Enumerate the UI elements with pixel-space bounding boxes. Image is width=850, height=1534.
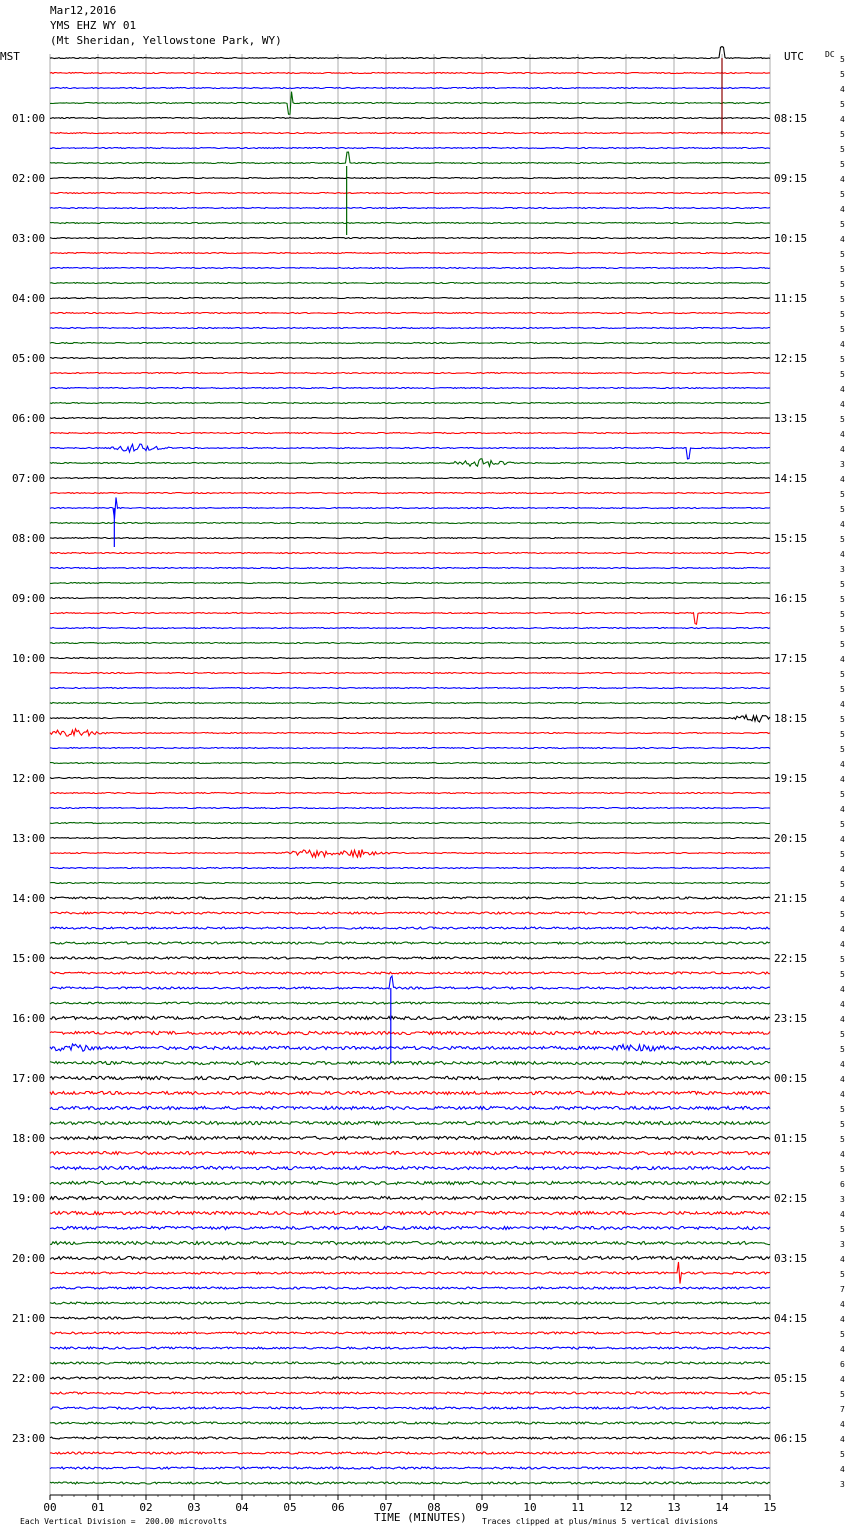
dc-offset-label: 4 [840, 1315, 845, 1324]
seismic-trace [50, 1076, 770, 1079]
utc-hour-label: 11:15 [774, 292, 808, 305]
dc-offset-label: 4 [840, 1060, 845, 1069]
seismic-trace [50, 73, 770, 74]
dc-offset-label: 5 [840, 820, 845, 829]
dc-offset-label: 5 [840, 580, 845, 589]
dc-offset-label: 5 [840, 190, 845, 199]
dc-offset-label: 4 [840, 1015, 845, 1024]
utc-hour-label: 14:15 [774, 472, 808, 485]
dc-offset-label: 4 [840, 1435, 845, 1444]
x-tick-label: 01 [91, 1501, 105, 1514]
mst-hour-label: 06:00 [12, 412, 46, 425]
utc-hour-label: 15:15 [774, 532, 808, 545]
dc-offset-label: 5 [840, 535, 845, 544]
seismic-trace [50, 493, 770, 494]
x-tick-label: 02 [139, 1501, 153, 1514]
seismic-trace [50, 598, 770, 599]
seismic-trace [50, 1377, 770, 1379]
seismic-trace [50, 1332, 770, 1334]
dc-offset-label: 4 [840, 205, 845, 214]
dc-offset-label: 5 [840, 1270, 845, 1279]
seismic-trace [50, 1016, 770, 1019]
utc-hour-label: 13:15 [774, 412, 808, 425]
dc-offset-label: 4 [840, 1075, 845, 1084]
right-axis-title: UTC [784, 50, 804, 63]
x-tick-label: 07 [379, 1501, 393, 1514]
seismic-trace [50, 583, 770, 584]
seismic-trace [50, 1392, 770, 1394]
seismic-trace [50, 1181, 770, 1184]
seismic-trace [50, 1091, 770, 1094]
seismic-trace [50, 133, 770, 134]
utc-hour-label: 08:15 [774, 112, 808, 125]
dc-offset-label: 5 [840, 955, 845, 964]
seismic-trace [50, 459, 770, 467]
x-tick-label: 15 [763, 1501, 777, 1514]
dc-offset-label: 4 [840, 895, 845, 904]
mst-hour-label: 15:00 [12, 952, 46, 965]
left-axis-title: MST [0, 50, 20, 63]
dc-offset-label: 4 [840, 1465, 845, 1474]
mst-hour-label: 21:00 [12, 1312, 46, 1325]
utc-hour-label: 12:15 [774, 352, 808, 365]
seismic-trace [50, 1256, 770, 1259]
dc-offset-label: 3 [840, 1480, 845, 1489]
mst-hour-label: 20:00 [12, 1252, 46, 1265]
mst-hour-label: 12:00 [12, 772, 46, 785]
mst-hour-label: 07:00 [12, 472, 46, 485]
dc-offset-label: 5 [840, 1330, 845, 1339]
seismic-trace [50, 47, 770, 59]
utc-hour-label: 00:15 [774, 1072, 808, 1085]
dc-offset-label: 5 [840, 415, 845, 424]
seismic-trace [50, 1482, 770, 1484]
utc-hour-label: 18:15 [774, 712, 808, 725]
dc-offset-label: 4 [840, 760, 845, 769]
mst-hour-label: 14:00 [12, 892, 46, 905]
utc-hour-label: 05:15 [774, 1372, 808, 1385]
dc-offset-label: 5 [840, 745, 845, 754]
x-axis-title: TIME (MINUTES) [374, 1511, 467, 1524]
seismic-trace [50, 444, 770, 459]
dc-offset-label: 7 [840, 1285, 845, 1294]
seismic-trace [50, 912, 770, 914]
seismic-trace [50, 1317, 770, 1319]
seismic-trace [50, 673, 770, 674]
utc-hour-label: 17:15 [774, 652, 808, 665]
dc-offset-label: 3 [840, 1195, 845, 1204]
dc-offset-label: 5 [840, 100, 845, 109]
seismic-trace [50, 927, 770, 929]
utc-hour-label: 23:15 [774, 1012, 808, 1025]
seismic-trace [50, 778, 770, 779]
dc-offset-label: 5 [840, 1030, 845, 1039]
seismic-trace [50, 1262, 770, 1284]
mst-hour-label: 08:00 [12, 532, 46, 545]
dc-offset-label: 7 [840, 1405, 845, 1414]
utc-hour-label: 01:15 [774, 1132, 808, 1145]
seismic-trace [50, 838, 770, 839]
dc-offset-label: 4 [840, 940, 845, 949]
dc-offset-label: 3 [840, 460, 845, 469]
mst-hour-label: 05:00 [12, 352, 46, 365]
dc-offset-label: 4 [840, 85, 845, 94]
dc-offset-label: 4 [840, 1255, 845, 1264]
x-tick-label: 04 [235, 1501, 249, 1514]
dc-offset-label: 5 [840, 670, 845, 679]
seismic-trace [50, 1362, 770, 1364]
mst-hour-label: 02:00 [12, 172, 46, 185]
seismic-trace [50, 643, 770, 644]
seismic-trace [50, 328, 770, 329]
dc-offset-label: 4 [840, 550, 845, 559]
seismic-trace [50, 1106, 770, 1109]
dc-offset-label: 4 [840, 1300, 845, 1309]
dc-offset-label: 4 [840, 175, 845, 184]
utc-hour-label: 19:15 [774, 772, 808, 785]
chart-date: Mar12,2016 [50, 4, 117, 17]
dc-offset-label: 4 [840, 1000, 845, 1009]
dc-offset-label: 5 [840, 1165, 845, 1174]
dc-offset-label: 4 [840, 655, 845, 664]
seismic-trace [50, 976, 770, 989]
mst-hour-label: 03:00 [12, 232, 46, 245]
dc-offset-label: 4 [840, 340, 845, 349]
dc-offset-label: 5 [840, 610, 845, 619]
x-tick-label: 06 [331, 1501, 345, 1514]
x-tick-label: 11 [571, 1501, 585, 1514]
x-tick-label: 00 [43, 1501, 57, 1514]
dc-offset-label: 5 [840, 220, 845, 229]
dc-offset-label: 5 [840, 730, 845, 739]
dc-offset-label: 5 [840, 265, 845, 274]
seismic-trace [50, 850, 770, 858]
x-tick-label: 13 [667, 1501, 681, 1514]
seismic-trace [50, 1452, 770, 1454]
dc-offset-label: 4 [840, 985, 845, 994]
seismic-trace [50, 152, 770, 163]
seismic-trace [50, 748, 770, 749]
seismic-trace [50, 1226, 770, 1229]
seismic-trace [50, 538, 770, 539]
dc-offset-label: 6 [840, 1360, 845, 1369]
dc-offset-label: 4 [840, 775, 845, 784]
seismic-trace [50, 403, 770, 404]
dc-offset-label: 5 [840, 370, 845, 379]
x-tick-label: 14 [715, 1501, 729, 1514]
seismic-trace [50, 957, 770, 959]
utc-hour-label: 09:15 [774, 172, 808, 185]
x-tick-label: 05 [283, 1501, 297, 1514]
seismic-trace [50, 1302, 770, 1304]
seismic-trace [50, 1031, 770, 1034]
mst-hour-label: 19:00 [12, 1192, 46, 1205]
dc-offset-label: 4 [840, 115, 845, 124]
x-tick-label: 09 [475, 1501, 489, 1514]
dc-offset-label: 5 [840, 250, 845, 259]
mst-hour-label: 11:00 [12, 712, 46, 725]
dc-offset-label: 4 [840, 400, 845, 409]
dc-offset-label: 4 [840, 445, 845, 454]
dc-offset-label: 4 [840, 1210, 845, 1219]
seismic-trace [50, 1407, 770, 1409]
seismic-trace [50, 238, 770, 239]
seismic-trace [50, 497, 770, 519]
seismic-trace [50, 1002, 770, 1004]
dc-offset-label: 5 [840, 640, 845, 649]
dc-offset-label: 5 [840, 685, 845, 694]
seismic-trace [50, 1241, 770, 1244]
seismic-trace [50, 478, 770, 479]
seismic-trace [50, 942, 770, 944]
dc-offset-label: 5 [840, 130, 845, 139]
seismic-trace [50, 688, 770, 689]
seismic-trace [50, 283, 770, 284]
dc-offset-label: 4 [840, 385, 845, 394]
dc-offset-label: 5 [840, 850, 845, 859]
seismic-trace [50, 88, 770, 89]
utc-hour-label: 02:15 [774, 1192, 808, 1205]
seismic-trace [50, 1287, 770, 1289]
dc-offset-label: 5 [840, 880, 845, 889]
dc-offset-label: 5 [840, 1120, 845, 1129]
dc-offset-label: 5 [840, 295, 845, 304]
seismic-trace [50, 433, 770, 434]
station-location: (Mt Sheridan, Yellowstone Park, WY) [50, 34, 282, 47]
mst-hour-label: 17:00 [12, 1072, 46, 1085]
seismic-trace [50, 193, 770, 194]
scale-note: Each Vertical Division = 200.00 microvolts [20, 1517, 228, 1526]
dc-offset-label: 6 [840, 1180, 845, 1189]
mst-hour-label: 09:00 [12, 592, 46, 605]
seismic-trace [50, 793, 770, 794]
seismic-trace [50, 868, 770, 869]
dc-offset-label: 5 [840, 70, 845, 79]
mst-hour-label: 13:00 [12, 832, 46, 845]
dc-column-title: DC [825, 50, 835, 59]
seismic-trace [50, 703, 770, 704]
dc-offset-label: 5 [840, 1105, 845, 1114]
mst-hour-label: 23:00 [12, 1432, 46, 1445]
dc-offset-label: 5 [840, 55, 845, 64]
dc-offset-label: 4 [840, 925, 845, 934]
seismic-trace [50, 1437, 770, 1439]
seismic-trace [50, 1121, 770, 1124]
dc-offset-label: 3 [840, 565, 845, 574]
seismic-trace [50, 883, 770, 884]
seismic-trace [50, 628, 770, 629]
utc-hour-label: 10:15 [774, 232, 808, 245]
seismic-trace [50, 358, 770, 359]
dc-offset-label: 4 [840, 430, 845, 439]
seismic-trace [50, 658, 770, 659]
seismic-trace [50, 808, 770, 809]
dc-offset-label: 5 [840, 355, 845, 364]
dc-offset-label: 5 [840, 325, 845, 334]
seismic-trace [50, 1044, 770, 1051]
seismic-trace [50, 1136, 770, 1139]
dc-offset-label: 5 [840, 715, 845, 724]
dc-offset-label: 4 [840, 520, 845, 529]
seismic-trace [50, 208, 770, 209]
seismic-trace [50, 897, 770, 899]
seismic-trace [50, 148, 770, 149]
mst-hour-label: 01:00 [12, 112, 46, 125]
dc-offset-label: 4 [840, 1420, 845, 1429]
seismic-trace [50, 268, 770, 269]
seismic-trace [50, 972, 770, 974]
seismic-trace [50, 373, 770, 374]
utc-hour-label: 06:15 [774, 1432, 808, 1445]
dc-offset-label: 5 [840, 505, 845, 514]
dc-offset-label: 5 [840, 1135, 845, 1144]
mst-hour-label: 04:00 [12, 292, 46, 305]
seismic-trace [50, 1211, 770, 1214]
seismic-trace [50, 1347, 770, 1349]
dc-offset-label: 5 [840, 1450, 845, 1459]
dc-offset-label: 5 [840, 310, 845, 319]
dc-offset-label: 5 [840, 490, 845, 499]
dc-offset-label: 4 [840, 865, 845, 874]
x-tick-label: 03 [187, 1501, 201, 1514]
dc-offset-label: 4 [840, 1090, 845, 1099]
seismic-trace [50, 1151, 770, 1154]
dc-offset-label: 5 [840, 145, 845, 154]
dc-offset-label: 4 [840, 235, 845, 244]
seismic-trace [50, 388, 770, 389]
dc-offset-label: 5 [840, 280, 845, 289]
utc-hour-label: 20:15 [774, 832, 808, 845]
seismic-trace [50, 1467, 770, 1469]
clip-note: Traces clipped at plus/minus 5 vertical divisions [482, 1517, 719, 1526]
dc-offset-label: 5 [840, 595, 845, 604]
seismic-trace [50, 253, 770, 254]
seismic-trace [50, 823, 770, 824]
x-tick-label: 10 [523, 1501, 537, 1514]
dc-offset-label: 4 [840, 1345, 845, 1354]
seismic-trace [50, 1061, 770, 1064]
dc-offset-label: 4 [840, 835, 845, 844]
dc-offset-label: 4 [840, 700, 845, 709]
seismic-trace [50, 298, 770, 299]
seismic-trace [50, 523, 770, 524]
dc-offset-label: 5 [840, 1390, 845, 1399]
dc-offset-label: 5 [840, 160, 845, 169]
dc-offset-label: 5 [840, 1225, 845, 1234]
dc-offset-label: 5 [840, 790, 845, 799]
dc-offset-label: 4 [840, 1375, 845, 1384]
dc-offset-label: 4 [840, 805, 845, 814]
mst-hour-label: 18:00 [12, 1132, 46, 1145]
seismic-trace [50, 92, 770, 115]
dc-offset-label: 5 [840, 910, 845, 919]
seismic-trace [50, 313, 770, 314]
dc-offset-label: 5 [840, 1045, 845, 1054]
dc-offset-label: 5 [840, 970, 845, 979]
seismic-trace [50, 613, 770, 625]
dc-offset-label: 5 [840, 625, 845, 634]
seismic-trace [50, 763, 770, 764]
mst-hour-label: 10:00 [12, 652, 46, 665]
seismic-trace [50, 715, 770, 722]
seismic-trace [50, 729, 770, 736]
x-tick-label: 08 [427, 1501, 441, 1514]
dc-offset-label: 3 [840, 1240, 845, 1249]
x-tick-label: 12 [619, 1501, 633, 1514]
utc-hour-label: 16:15 [774, 592, 808, 605]
utc-hour-label: 03:15 [774, 1252, 808, 1265]
seismic-trace [50, 343, 770, 344]
utc-hour-label: 22:15 [774, 952, 808, 965]
seismic-trace [50, 178, 770, 179]
seismic-trace [50, 418, 770, 419]
mst-hour-label: 16:00 [12, 1012, 46, 1025]
mst-hour-label: 22:00 [12, 1372, 46, 1385]
utc-hour-label: 04:15 [774, 1312, 808, 1325]
seismic-trace [50, 118, 770, 119]
dc-offset-label: 4 [840, 475, 845, 484]
station-code: YMS EHZ WY 01 [50, 19, 137, 32]
seismic-trace [50, 1166, 770, 1169]
utc-hour-label: 21:15 [774, 892, 808, 905]
seismic-trace [50, 1196, 770, 1199]
seismic-trace [50, 553, 770, 554]
dc-offset-label: 4 [840, 1150, 845, 1159]
seismic-trace [50, 568, 770, 569]
seismic-trace [50, 223, 770, 224]
seismic-trace [50, 1422, 770, 1424]
